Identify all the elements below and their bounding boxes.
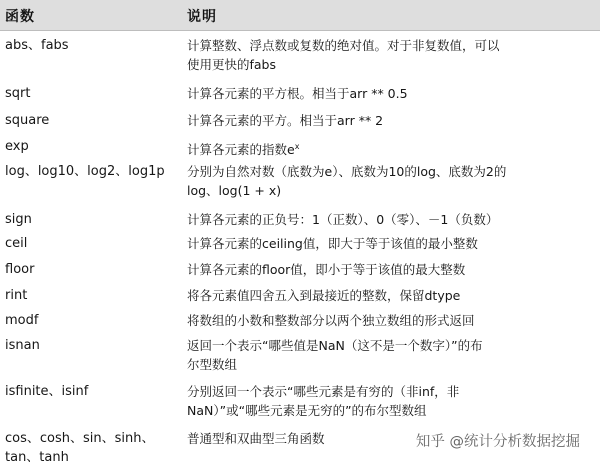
function-description: 分别返回一个表示“哪些元素是有穷的（非inf，非 NaN）”或“哪些元素是无穷的”的布尔型数组 (187, 384, 460, 418)
function-name: cos、cosh、sin、sinh、 tan、tanh (5, 431, 155, 465)
function-name: exp (5, 139, 29, 154)
function-name: rint (5, 288, 28, 303)
function-name: isfinite、isinf (5, 384, 89, 399)
function-description: 计算各元素的平方。相当于arr ** 2 (187, 113, 384, 128)
function-description: 分别为自然对数（底数为e）、底数为10的log、底数为2的 log、log(1 + x) (187, 164, 507, 198)
function-name: floor (5, 262, 35, 277)
function-description: 普通型和双曲型三角函数 (187, 431, 325, 446)
exponent-superscript: x (294, 142, 300, 151)
function-description: 将数组的小数和整数部分以两个独立数组的形式返回 (187, 313, 475, 328)
function-description: 将各元素值四舍五入到最接近的整数，保留dtype (187, 288, 461, 303)
watermark: 知乎 @统计分析数据挖掘 (412, 427, 586, 454)
function-name: abs、fabs (5, 38, 69, 53)
function-description: 计算各元素的正负号：1（正数）、0（零）、－1（负数） (187, 212, 499, 227)
function-description: 计算各元素的floor值，即小于等于该值的最大整数 (187, 262, 466, 277)
function-description: 计算各元素的平方根。相当于arr ** 0.5 (187, 86, 408, 101)
function-name: ceil (5, 236, 28, 251)
table-header (0, 0, 600, 31)
function-name: square (5, 113, 50, 128)
description-text: 计算各元素的指数e (187, 142, 295, 158)
function-description (187, 137, 592, 159)
function-name: modf (5, 313, 39, 328)
function-name: isnan (5, 338, 40, 353)
function-description: 计算各元素的ceiling值，即大于等于该值的最小整数 (187, 236, 478, 251)
function-description: 返回一个表示“哪些值是NaN（这不是一个数字）”的布 尔型数组 (187, 338, 483, 372)
function-description: 计算整数、浮点数或复数的绝对值。对于非复数值，可以 使用更快的fabs (187, 38, 500, 72)
function-name: sqrt (5, 86, 31, 101)
header-function: 函数 (5, 9, 35, 25)
function-name: sign (5, 212, 32, 227)
function-name: log、log10、log2、log1p (5, 164, 165, 179)
header-description: 说明 (187, 9, 217, 25)
